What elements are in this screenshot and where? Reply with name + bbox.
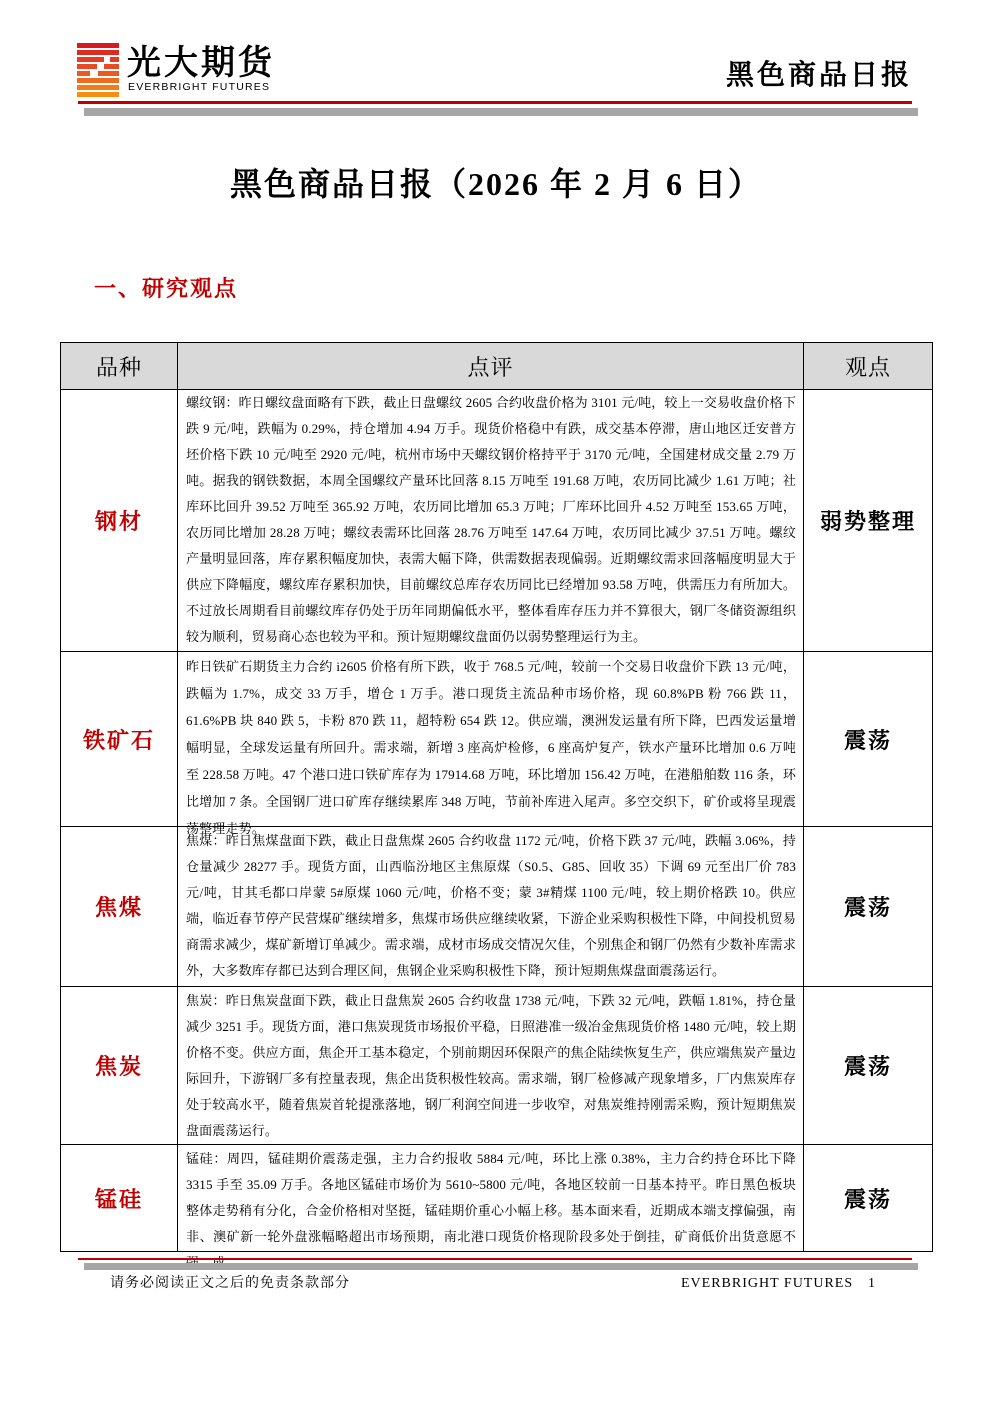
- column-header-variety: 品种: [61, 343, 178, 389]
- table-row: [61, 1145, 932, 1251]
- section-heading: 一、研究观点: [94, 276, 239, 301]
- view-label: 震荡: [843, 895, 892, 920]
- view-cell: [804, 987, 932, 1144]
- company-name-cn: 光大期货: [127, 44, 275, 82]
- variety-name: 钢材: [94, 509, 143, 534]
- variety-name: 锰硅: [94, 1186, 143, 1212]
- view-label: 震荡: [843, 1054, 892, 1079]
- variety-cell: [61, 987, 178, 1144]
- variety-name: 焦炭: [94, 1054, 143, 1079]
- column-header-view: 观点: [844, 354, 891, 380]
- table-row: [61, 390, 932, 652]
- table-row: [61, 987, 932, 1145]
- footer-rule-red: [78, 1258, 912, 1260]
- disclaimer-note: 请务必阅读正文之后的免责条款部分: [110, 1276, 350, 1291]
- research-views-table: [60, 342, 933, 1252]
- table-row: [61, 827, 932, 987]
- column-header-commentary: 点评: [178, 343, 804, 389]
- commentary-text: 锰硅：周四，锰硅期价震荡走强，主力合约报收 5884 元/吨，环比上涨 0.38%，主力合约持仓环比下降 3315 手至 35.09 万手。各地区锰硅市场价为 5610~5800 元/吨，各地区较前一日基本持平。昨日黑色板块整体走势稍有分化，合金价格相对坚挺，锰硅期价重心小幅上移。基本面来看，近期成本端支撑偏强，南非、澳矿新一轮外盘涨幅略超出市场预期，南北港口现货价格现阶段多处于倒挂，矿商低价出货意愿不: [186, 1151, 796, 1244]
- commentary-cell: [178, 390, 804, 651]
- commentary-cell: [178, 652, 804, 836]
- view-cell: [804, 652, 932, 826]
- footer-brand: EVERBRIGHT FUTURES: [681, 1276, 854, 1291]
- document-title: 黑色商品日报（2026 年 2 月 6 日）: [229, 166, 762, 202]
- everbright-logo-icon: [77, 43, 119, 97]
- table-row: [61, 652, 932, 836]
- variety-cell: [61, 1145, 178, 1251]
- report-series-name: 黑色商品日报: [726, 60, 913, 91]
- variety-name: 铁矿石: [82, 727, 155, 753]
- commentary-cell: [178, 827, 804, 986]
- commentary-text: 螺纹钢：昨日螺纹盘面略有下跌，截止日盘螺纹 2605 合约收盘价格为 3101 元/吨，较上一交易收盘价格下跌 9 元/吨，跌幅为 0.29%，持仓增加 4.94 万手。现货价格稳中有跌，成交基本停滞，唐山地区迁安普方坯价格下跌 10 元/吨至 2920 元/吨，杭州市场中天螺纹钢价格持平于 3170 元/吨，全国建材成交量 2.79 万吨。据我的钢铁数据，本周全国螺纹产量环比回落 8.15 万吨至 191.68 万吨，农历同比减少 1.61 万吨；社库环比回升 39.52 万吨至 365.92 万吨，农历同比增加 65.3 万吨；厂库环比回升 4.52 万吨至 153.65 万吨，农历同比增加 28.28 万吨；螺纹表需环比回落 28.76 万吨至 147.64 万吨，农历同比减少 37.51 万吨。螺纹产量明显回落，库存累积幅度加快，表需大幅下降，供需数据表现偏弱。近期螺纹需求回落幅度明显大于供应下降幅度，螺纹库存累积加快，目前螺纹总库存农历同比已经增加 93.58 万吨，供需压力有所加大。不过放长周期看目前螺纹库存仍处于历年同期偏低水平，整体看库存压力并不算很大，钢厂冬储资源组织较为顺利，贸易商心态也较为平和。预计短期螺纹盘面仍以弱势整理运行为主。: [186, 395, 796, 644]
- commentary-cell: [178, 1145, 804, 1251]
- variety-name: 焦煤: [94, 895, 143, 920]
- view-cell: [804, 827, 932, 986]
- page-number: 1: [868, 1276, 875, 1291]
- footer-rule-gray: [84, 1263, 918, 1270]
- view-label: 弱势整理: [819, 509, 916, 534]
- view-label: 震荡: [843, 727, 892, 753]
- view-cell: [804, 390, 932, 651]
- variety-cell: [61, 827, 178, 986]
- commentary-text: 焦煤：昨日焦煤盘面下跌，截止日盘焦煤 2605 合约收盘 1172 元/吨，价格下跌 37 元/吨，跌幅 3.06%，持仓量减少 28277 手。现货方面，山西临汾地区主焦原煤（S0.5、G85、回收 35）下调 69 元至出厂价 783 元/吨，甘其毛都口岸蒙 5#原煤 1060 元/吨，价格不变；蒙 3#精煤 1100 元/吨，较上期价格跌 10。供应端，临近春节停产民营煤矿继续增多，焦煤市场供应继续收紧，下游企业采购积极性下降，中间投机贸易商需求减少，煤矿新增订单减少。需求端，成材市场成交情况欠佳，个别焦企和钢厂仍然有少数补库需求外，大多数库存都已达到合理区间，焦钢企业采购积极性下降，预计短期焦煤盘面震荡运行。: [186, 833, 796, 978]
- view-cell: [804, 1145, 932, 1251]
- variety-cell: [61, 390, 178, 651]
- header-rule-red: [78, 101, 912, 104]
- commentary-text: 焦炭：昨日焦炭盘面下跌，截止日盘焦炭 2605 合约收盘 1738 元/吨，下跌 32 元/吨，跌幅 1.81%，持仓量减少 3251 手。现货方面，港口焦炭现货市场报价平稳，日照港准一级冶金焦现货价格 1480 元/吨，较上期价格不变。供应方面，焦企开工基本稳定，个别前期因环保限产的焦企陆续恢复生产，供应端焦炭产量边际回升，下游钢厂多有控量表现，焦企出货积极性较高。需求端，钢厂检修减产现象增多，厂内焦炭库存处于较高水平，随着焦炭首轮提涨落地，钢厂利润空间进一步收窄，对焦炭维持刚需采购，预计短期焦炭盘面震荡运行。: [186, 993, 796, 1138]
- header-rule-gray: [84, 108, 918, 116]
- table-header-row: [61, 343, 932, 390]
- company-name-en: EVERBRIGHT FUTURES: [128, 81, 271, 93]
- view-label: 震荡: [843, 1186, 892, 1212]
- commentary-cell: [178, 987, 804, 1144]
- commentary-text: 昨日铁矿石期货主力合约 i2605 价格有所下跌，收于 768.5 元/吨，较前一个交易日收盘价下跌 13 元/吨，跌幅为 1.7%，成交 33 万手，增仓 1 万手。港口现货主流品种市场价格，现 60.8%PB 粉 766 跌 11，61.6%PB 块 840 跌 5，卡粉 870 跌 11，超特粉 654 跌 12。供应端，澳洲发运量有所下降，巴西发运量增幅明显，全球发运量有所回升。需求端，新增 3 座高炉检修，6 座高炉复产，铁水产量环比增加 0.6 万吨至 228.58 万吨。47 个港口进口铁矿库存为 17914.68 万吨，环比增加 156.42 万吨，在港船舶数 116 条，环比增加 7 条。全国钢厂进口矿库存继续累库 348 万吨，节前补库进入尾声。多空交织下，矿价或将呈现震荡整理走势。: [186, 659, 796, 836]
- variety-cell: [61, 652, 178, 826]
